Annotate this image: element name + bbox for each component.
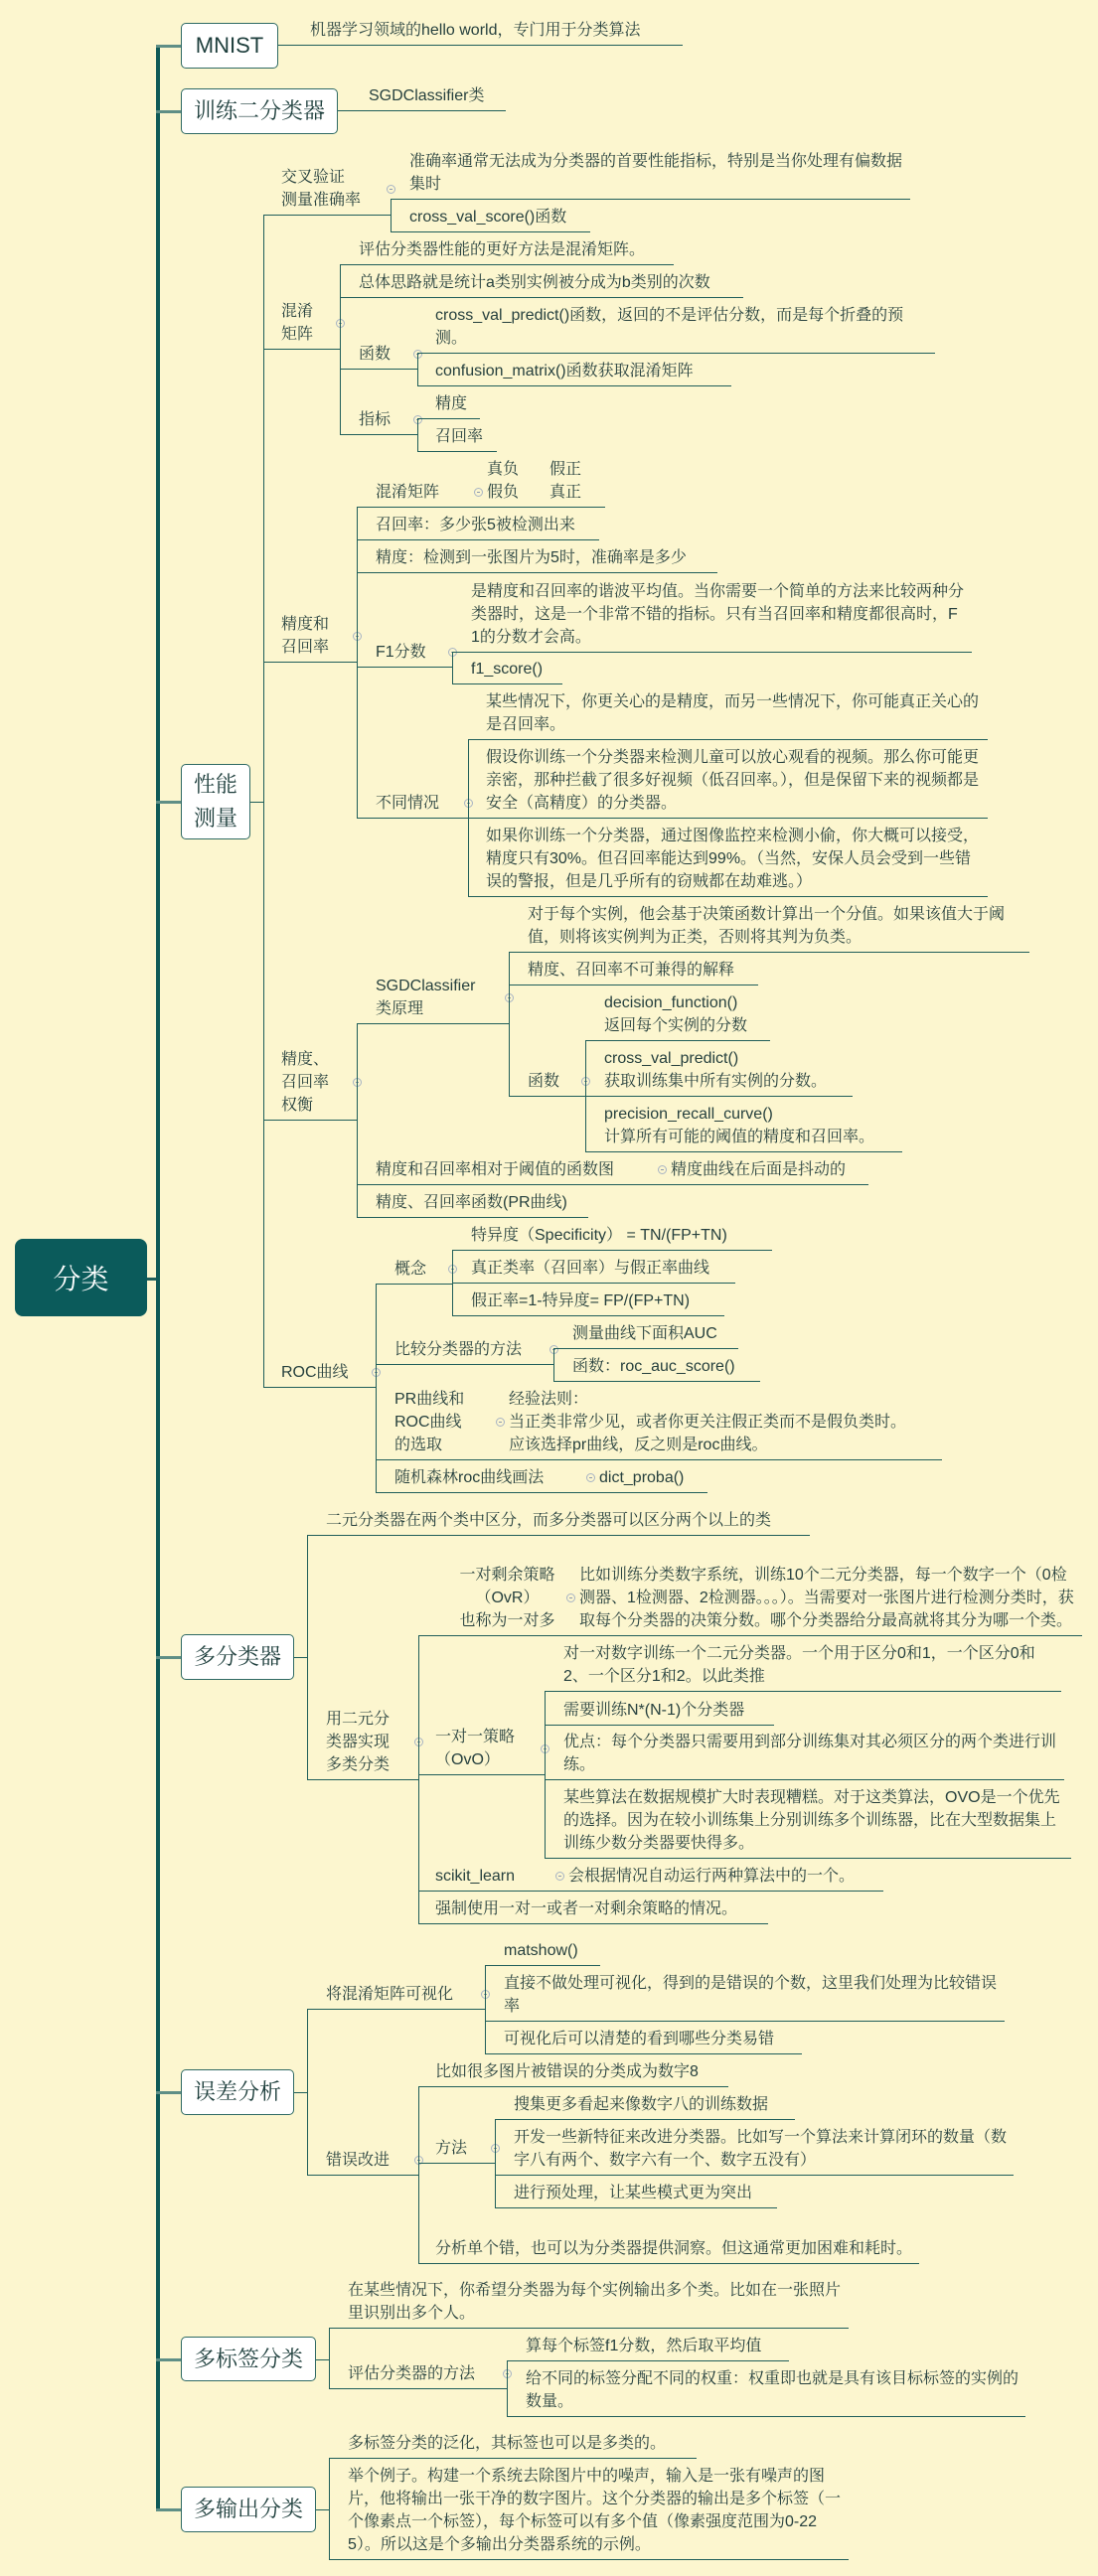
connector xyxy=(357,1024,358,1218)
node-label: 也称为一对多 xyxy=(459,1612,555,1629)
node-label: 错误改进 xyxy=(326,2152,391,2169)
node-confusion-matrix-fn[interactable]: confusion_matrix()函数获取混淆矩阵 xyxy=(417,360,731,386)
node-random-forest-roc[interactable] xyxy=(376,1466,707,1493)
connector xyxy=(316,2509,329,2510)
node-label: 获取训练集中所有实例的分数。 xyxy=(604,1073,828,1090)
collapse-icon[interactable] xyxy=(474,488,483,497)
topic-label: MNIST xyxy=(195,33,264,58)
node-label-wrap xyxy=(394,1466,599,1489)
node-recall-def[interactable]: 召回率：多少张5被检测出来 xyxy=(357,514,599,540)
node-label: 混淆 xyxy=(281,303,314,320)
node-label: ROC曲线 xyxy=(281,1364,349,1381)
node-confusion-matrix[interactable] xyxy=(263,300,340,350)
node-decision-function[interactable] xyxy=(585,991,770,1041)
node-label: 评估分类器的方法 xyxy=(348,2365,476,2382)
collapse-icon[interactable] xyxy=(658,1165,667,1174)
node-label: cross_val_predict() xyxy=(604,1050,739,1067)
node-pr-vs-roc[interactable] xyxy=(376,1388,942,1460)
topic-label: 误差分析 xyxy=(193,2079,281,2104)
root-topic[interactable] xyxy=(15,1239,147,1316)
node-cases[interactable] xyxy=(357,792,468,819)
node-multioutput-example[interactable]: 举个例子。构建一个系统去除图片中的噪声，输入是一张有噪声的图片，他将输出一张干净的数字图片。这个分类器的输出是多个标签（一个像素点一个标签），每个标签可以有多个值（像素强度范围为0-225）。所以这是个多输出分类器系统的示例。 xyxy=(329,2465,849,2560)
connector xyxy=(156,2508,181,2511)
node-label-wrap xyxy=(394,1388,509,1456)
node-label: 不同情况 xyxy=(376,795,440,812)
node-label: 混淆矩阵 xyxy=(376,484,440,501)
root-label: 分类 xyxy=(53,1264,109,1294)
node-label: SGDClassifier xyxy=(376,978,476,994)
node-child-text: 当正类非常少见，或者你更关注假正类而不是假负类时。 xyxy=(509,1414,907,1431)
node-case-1[interactable]: 某些情况下，你更关心的是精度，而另一些情况下，你可能真正关心的是召回率。 xyxy=(468,690,988,740)
node-label: 交叉验证 xyxy=(281,169,346,186)
connector xyxy=(156,2358,181,2361)
node-label: 用二元分 xyxy=(326,1711,391,1728)
node-roc[interactable] xyxy=(263,1361,376,1388)
node-label: 一对剩余策略 xyxy=(459,1567,555,1584)
node-threshold-plot[interactable] xyxy=(357,1158,868,1185)
matrix-cell: 假负 xyxy=(487,484,520,501)
node-label: （OvO） xyxy=(435,1751,500,1768)
node-label: 返回每个实例的分数 xyxy=(604,1017,748,1034)
node-label: 概念 xyxy=(394,1261,427,1278)
node-scikit-learn[interactable] xyxy=(418,1865,883,1892)
node-label: PR曲线和 xyxy=(394,1391,465,1408)
topic-label: 测量 xyxy=(193,806,237,831)
node-label: 类原理 xyxy=(376,1000,424,1017)
node-cm-functions[interactable] xyxy=(340,343,417,370)
node-precision-recall-curve[interactable] xyxy=(585,1103,902,1152)
matrix-cell: 真正 xyxy=(549,484,582,501)
node-label: 类器实现 xyxy=(326,1734,391,1750)
node-label-wrap xyxy=(376,1158,671,1181)
connector xyxy=(316,2359,329,2360)
topic-train-binary[interactable] xyxy=(181,88,338,134)
node-single-error[interactable]: 分析单个错，也可以为分类器提供洞察。但这通常更加困难和耗时。 xyxy=(418,2237,919,2264)
node-label: 召回率 xyxy=(281,639,330,656)
node-label: decision_function() xyxy=(604,994,738,1011)
node-label: precision_recall_curve() xyxy=(604,1106,773,1123)
node-method-3[interactable]: 进行预处理，让某些模式更为突出 xyxy=(495,2182,777,2208)
node-label: 函数 xyxy=(359,346,392,363)
node-label-wrap xyxy=(435,1865,568,1888)
node-label: 精度、 xyxy=(281,1051,330,1068)
node-child-text: dict_proba() xyxy=(599,1469,685,1486)
node-case-3[interactable]: 如果你训练一个分类器，通过图像监控来检测小偷，你大概可以接受，精度只有30%。但召回率能达到99%。（当然，安保人员会受到一些错误的警报，但是几乎所有的窃贼都在劫难逃。） xyxy=(468,825,988,897)
node-label: 权衡 xyxy=(281,1097,314,1114)
connector xyxy=(156,45,181,48)
node-error-example[interactable]: 比如很多图片被错误的分类成为数字8 xyxy=(418,2060,728,2087)
topic-label: 多标签分类 xyxy=(193,2346,303,2371)
node-precision-recall[interactable] xyxy=(263,613,357,663)
node-precision-def[interactable]: 精度：检测到一张图片为5时，准确率是多少 xyxy=(357,546,717,573)
node-label-wrap xyxy=(376,481,487,504)
node-label: 精度和 xyxy=(281,616,330,633)
topic-label: 训练二分类器 xyxy=(193,98,325,123)
node-sgd-principle[interactable] xyxy=(357,975,509,1024)
connector xyxy=(250,802,263,803)
node-label: ROC曲线 xyxy=(394,1414,462,1431)
node-f1[interactable] xyxy=(357,641,452,668)
node-binary-to-multi[interactable] xyxy=(307,1708,418,1780)
node-roc-auc-score[interactable]: 函数：roc_auc_score() xyxy=(553,1355,760,1382)
node-label: 比较分类器的方法 xyxy=(394,1341,523,1358)
node-child-text: 会根据情况自动运行两种算法中的一个。 xyxy=(568,1868,856,1885)
node-visualize-cm[interactable] xyxy=(307,1983,485,2010)
node-label: F1分数 xyxy=(376,644,426,661)
node-methods[interactable] xyxy=(418,2137,495,2164)
node-metric-recall[interactable]: 召回率 xyxy=(417,425,497,452)
topic-multioutput[interactable] xyxy=(181,2487,316,2532)
node-fpr[interactable]: 假正率=1-特异度= FP/(FP+TN) xyxy=(452,1289,724,1316)
node-label: 矩阵 xyxy=(281,326,314,343)
node-cross-val-score[interactable]: cross_val_score()函数 xyxy=(391,206,590,232)
node-f1-score[interactable]: f1_score() xyxy=(452,658,562,684)
node-ovo-count[interactable]: 需要训练N*(N-1)个分类器 xyxy=(545,1699,774,1726)
trunk-connector xyxy=(156,46,160,2509)
node-cm-better[interactable]: 评估分类器性能的更好方法是混淆矩阵。 xyxy=(340,238,674,265)
node-tradeoff-explain[interactable]: 精度、召回率不可兼得的解释 xyxy=(509,959,758,985)
node-case-2[interactable]: 假设你训练一个分类器来检测儿童可以放心观看的视频。那么你可能更亲密，那种拦截了很多好视频（低召回率。），但是保留下来的视频都是安全（高精度）的分类器。 xyxy=(468,746,988,819)
topic-error-analysis[interactable] xyxy=(181,2069,294,2115)
node-cm-metrics[interactable] xyxy=(340,408,417,435)
node-force-strategy[interactable]: 强制使用一对一或者一对剩余策略的情况。 xyxy=(418,1897,768,1924)
node-sgd-class[interactable]: SGDClassifier类 xyxy=(338,84,506,111)
node-cross-val-predict[interactable]: cross_val_predict()函数，返回的不是评估分数，而是每个折叠的预测。 xyxy=(417,304,935,354)
collapse-icon[interactable] xyxy=(586,1473,595,1482)
connector xyxy=(156,110,181,113)
node-label: 测量准确率 xyxy=(281,192,362,209)
node-label: 指标 xyxy=(359,411,392,428)
node-label: 随机森林roc曲线画法 xyxy=(394,1469,545,1486)
node-ovo-desc[interactable]: 对一对数字训练一个二元分类器。一个用于区分0和1，一个区分0和2、一个区分1和2。以此类推 xyxy=(545,1642,1061,1692)
connector xyxy=(294,1657,307,1658)
connector xyxy=(156,2091,181,2094)
node-label: scikit_learn xyxy=(435,1868,516,1885)
node-tradeoff[interactable] xyxy=(263,1048,357,1121)
node-label: 的选取 xyxy=(394,1437,443,1453)
node-label: 精度和召回率相对于阈值的函数图 xyxy=(376,1161,615,1178)
node-child-text: 应该选择pr曲线，反之则是roc曲线。 xyxy=(509,1437,768,1453)
collapse-icon[interactable] xyxy=(496,1418,505,1427)
matrix-cell: 假正 xyxy=(549,461,582,478)
node-child-text: 经验法则： xyxy=(509,1391,589,1408)
node-label: 一对一策略 xyxy=(435,1729,516,1745)
node-error-improve[interactable] xyxy=(307,2149,418,2176)
node-ovr[interactable] xyxy=(418,1564,1082,1636)
node-compare[interactable] xyxy=(376,1338,553,1365)
node-specificity[interactable]: 特异度（Specificity） = TN/(FP+TN) xyxy=(452,1224,772,1251)
node-method-1[interactable]: 搜集更多看起来像数字八的训练数据 xyxy=(495,2093,795,2120)
connector xyxy=(294,2092,307,2093)
topic-label: 性能 xyxy=(193,772,237,797)
node-sgd-functions[interactable] xyxy=(509,1070,585,1097)
node-eval-weights[interactable]: 给不同的标签分配不同的权重：权重即也就是具有该目标标签的实例的数量。 xyxy=(507,2367,1025,2417)
connector xyxy=(263,216,264,1388)
topic-label: 多分类器 xyxy=(193,1644,281,1669)
node-label: 方法 xyxy=(435,2140,468,2157)
node-ovo-scaling[interactable]: 某些算法在数据规模扩大时表现糟糕。对于这类算法，OVO是一个优先的选择。因为在较小训练集上分别训练多个训练器，比在大型数据集上训练少数分类器要快得多。 xyxy=(545,1786,1071,1859)
topic-mnist[interactable] xyxy=(181,23,278,69)
node-child-text: 精度曲线在后面是抖动的 xyxy=(671,1161,847,1178)
node-label-wrap xyxy=(435,1564,579,1632)
connector xyxy=(156,801,181,804)
topic-multiclass[interactable] xyxy=(181,1634,294,1680)
node-f1-desc[interactable]: 是精度和召回率的谐波平均值。当你需要一个简单的方法来比较两种分类器时，这是一个非常不错的指标。只有当召回率和精度都很高时，F1的分数才会高。 xyxy=(452,580,972,653)
topic-multilabel[interactable] xyxy=(181,2337,316,2381)
node-multilabel-intro[interactable]: 在某些情况下，你希望分类器为每个实例输出多个类。比如在一张照片里识别出多个人。 xyxy=(329,2279,849,2329)
node-label: 函数 xyxy=(528,1073,560,1090)
node-cross-validation[interactable] xyxy=(263,166,391,216)
matrix-cell: 真负 xyxy=(487,461,520,478)
node-matshow[interactable]: matshow() xyxy=(485,1939,600,1966)
node-label: 将混淆矩阵可视化 xyxy=(326,1986,454,2003)
node-ovo-advantage[interactable]: 优点：每个分类器只需要用到部分训练集对其必须区分的两个类进行训练。 xyxy=(545,1731,1064,1780)
node-cm-idea[interactable]: 总体思路就是统计a类别实例被分成为b类别的次数 xyxy=(340,271,743,298)
node-mnist-desc[interactable]: 机器学习领域的hello world，专门用于分类算法 xyxy=(278,19,683,46)
node-accuracy-note[interactable]: 准确率通常无法成为分类器的首要性能指标，特别是当你处理有偏数据集时 xyxy=(391,150,910,200)
node-pr-curve[interactable]: 精度、召回率函数(PR曲线) xyxy=(357,1191,588,1218)
node-label: 计算所有可能的阈值的精度和召回率。 xyxy=(604,1129,875,1145)
node-roc-concept[interactable] xyxy=(376,1258,452,1285)
node-ovo[interactable] xyxy=(418,1726,545,1775)
collapse-icon[interactable] xyxy=(555,1872,564,1881)
topic-label: 多输出分类 xyxy=(193,2497,303,2521)
node-error-rate[interactable]: 直接不做处理可视化，得到的是错误的个数，这里我们处理为比较错误率 xyxy=(485,1972,1005,2022)
topic-performance[interactable] xyxy=(181,764,250,839)
node-multilabel-eval[interactable] xyxy=(329,2362,507,2389)
node-cross-val-predict-scores[interactable] xyxy=(585,1047,853,1097)
node-decision-score[interactable]: 对于每个实例，他会基于决策函数计算出一个分值。如果该值大于阈值，则将该实例判为正类，否则将其判为负类。 xyxy=(509,903,1029,953)
node-eval-f1-avg[interactable]: 算每个标签f1分数，然后取平均值 xyxy=(507,2335,789,2361)
connector xyxy=(156,1656,181,1659)
node-tpr-fpr[interactable]: 真正类率（召回率）与假正率曲线 xyxy=(452,1257,735,1284)
node-metric-precision[interactable]: 精度 xyxy=(417,392,480,419)
node-multiclass-intro[interactable]: 二元分类器在两个类中区分，而多分类器可以区分两个以上的类 xyxy=(307,1509,810,1536)
node-child-text: 比如训练分类数字系统，训练10个二元分类器，每一个数字一个（0检测器、1检测器、2检测器。。。）。当需要对一张图片进行检测分类时，获取每个分类器的决策分数。哪个分类器给分最高就将其分为哪一个类。 xyxy=(579,1567,1074,1629)
matrix-grid xyxy=(487,458,599,504)
node-pr-matrix[interactable] xyxy=(357,458,605,508)
node-label: 召回率 xyxy=(281,1074,330,1091)
node-label: 多类分类 xyxy=(326,1756,391,1773)
node-method-2[interactable]: 开发一些新特征来改进分类器。比如写一个算法来计算闭环的数量（数字八有两个、数字六有一个、数字五没有） xyxy=(495,2126,1014,2176)
collapse-icon[interactable] xyxy=(566,1593,575,1602)
node-multioutput-def[interactable]: 多标签分类的泛化，其标签也可以是多类的。 xyxy=(329,2432,697,2459)
node-label: （OvR） xyxy=(475,1590,540,1606)
node-visible-errors[interactable]: 可视化后可以清楚的看到哪些分类易错 xyxy=(485,2028,802,2054)
node-auc[interactable]: 测量曲线下面积AUC xyxy=(553,1322,738,1349)
